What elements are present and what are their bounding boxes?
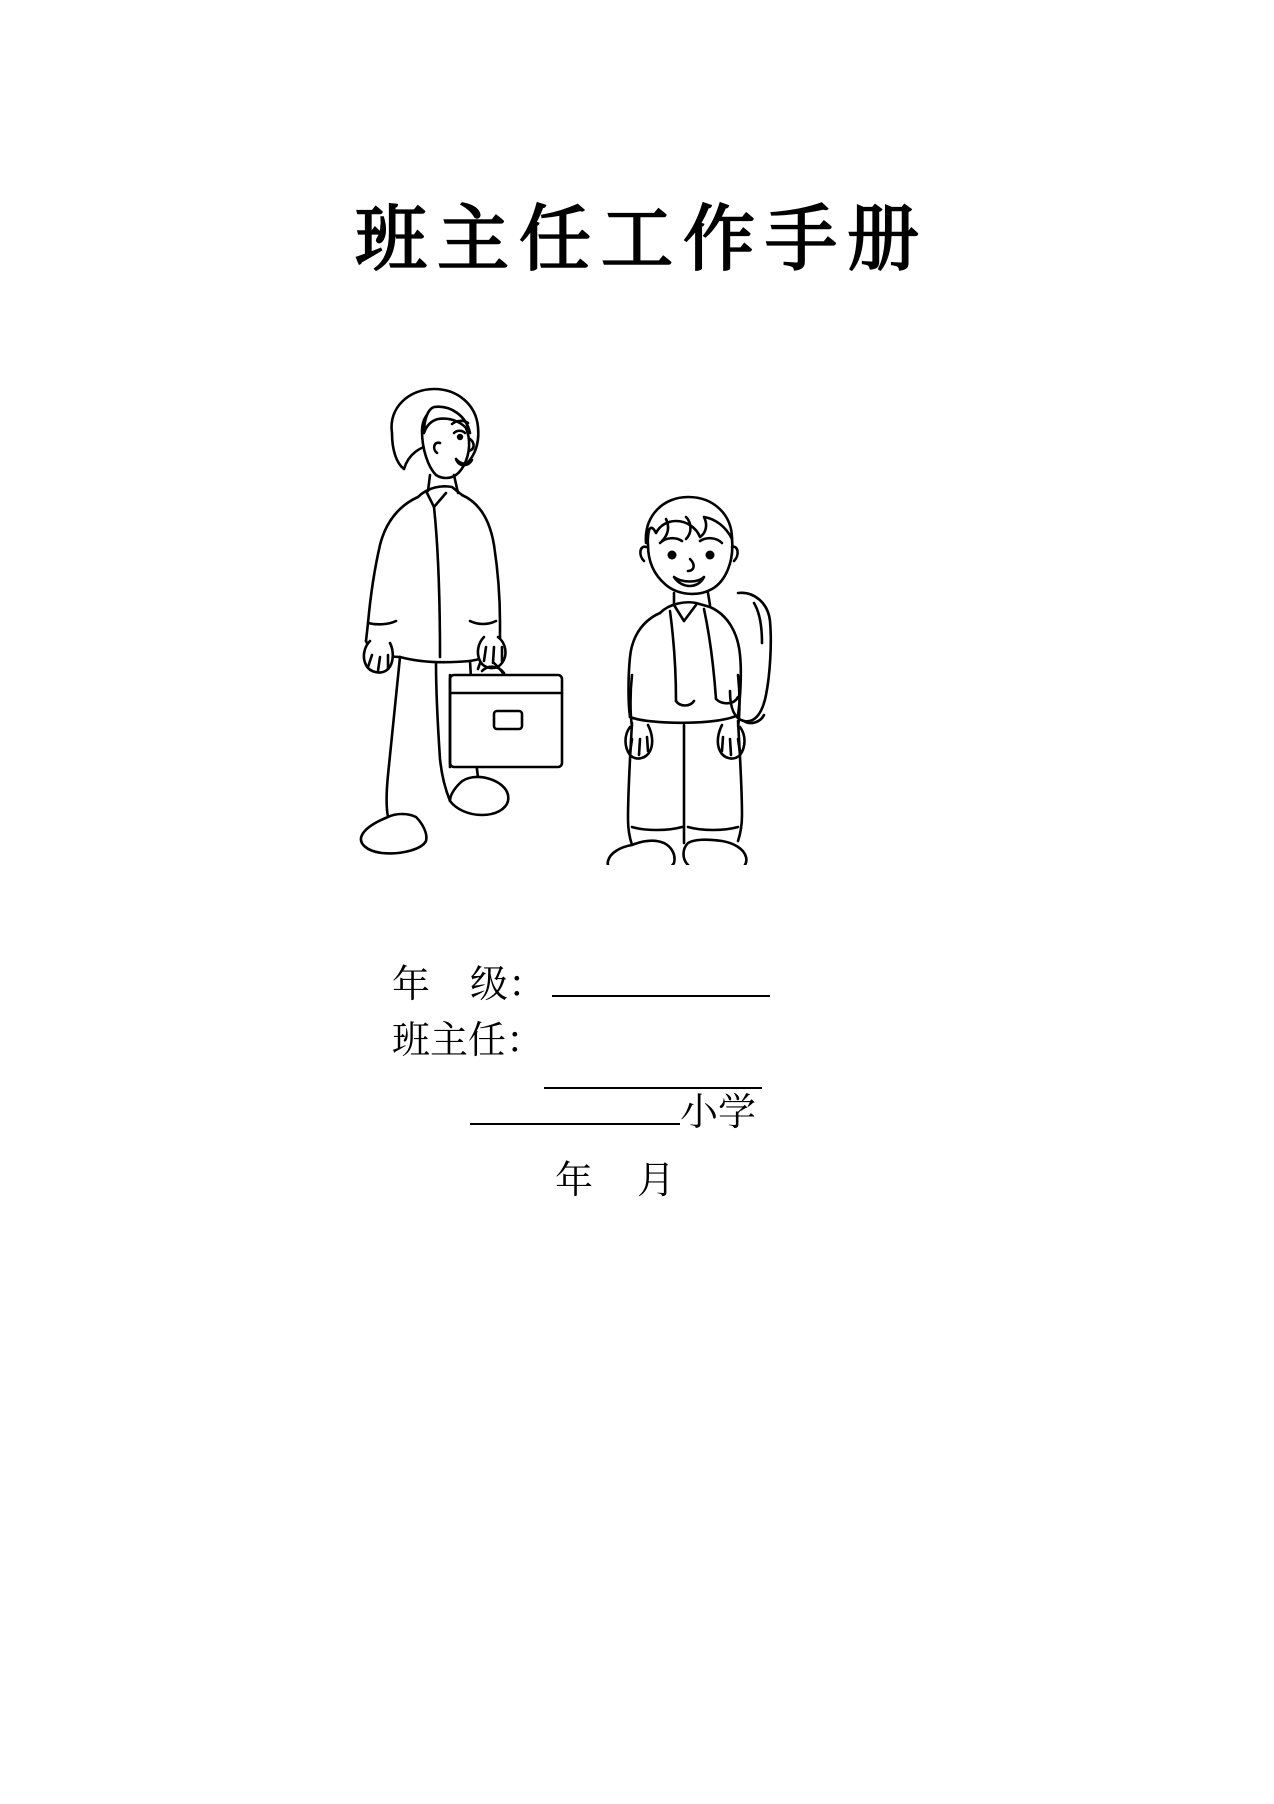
grade-label-part2: 级： — [470, 962, 547, 1006]
head-teacher-input-blank[interactable] — [544, 1057, 762, 1089]
grade-label-part1: 年 — [392, 962, 431, 1006]
school-input-blank[interactable] — [470, 1093, 680, 1125]
teacher-and-student-illustration — [330, 375, 800, 865]
field-head-teacher — [0, 1018, 1274, 1062]
date-month-label: 月 — [637, 1158, 676, 1202]
grade-input-blank[interactable] — [552, 965, 770, 997]
date-year-label: 年 — [555, 1158, 594, 1202]
head-teacher-label: 班主任： — [392, 1018, 545, 1062]
cover-fields — [0, 962, 1274, 1202]
page-title: 班主任工作手册 — [354, 197, 929, 281]
school-suffix-label: 小学 — [680, 1090, 757, 1134]
field-grade — [0, 962, 1274, 1006]
field-school — [0, 1090, 1274, 1134]
field-date — [0, 1158, 1274, 1202]
